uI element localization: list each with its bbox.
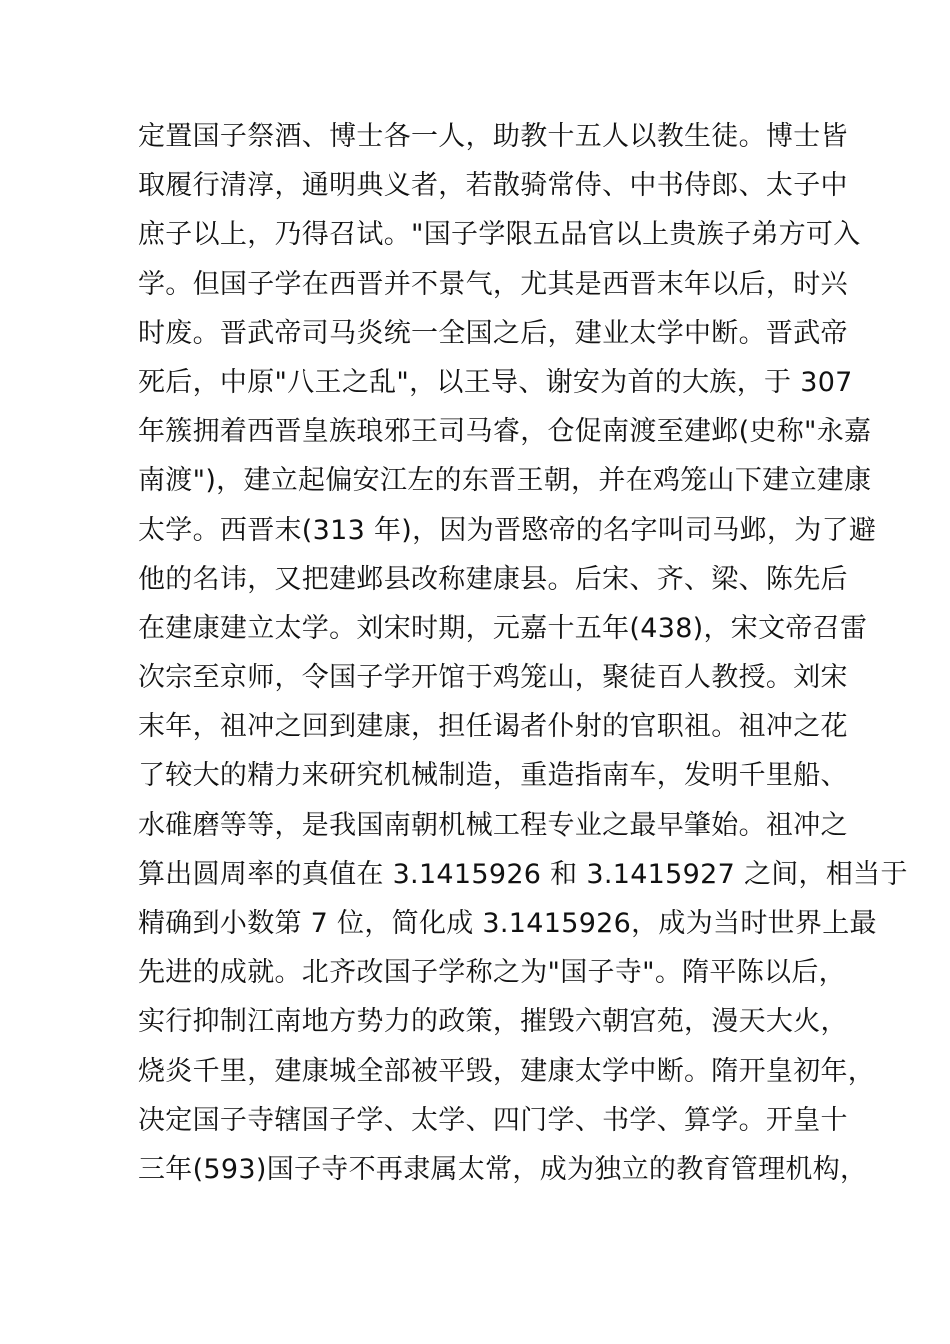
text-line: 算出圆周率的真值在 3.1415926 和 3.1415927 之间，相当于 xyxy=(138,858,908,890)
text-line: 实行抑制江南地方势力的政策，摧毁六朝宫苑，漫天大火， xyxy=(138,1006,848,1038)
text-line: 学。但国子学在西晋并不景气，尤其是西晋末年以后，时兴 xyxy=(138,268,848,300)
text-line: 次宗至京师，令国子学开馆于鸡笼山，聚徒百人教授。刘宋 xyxy=(138,662,848,694)
text-line: 时废。晋武帝司马炎统一全国之后，建业太学中断。晋武帝 xyxy=(138,317,848,349)
text-line: 年簇拥着西晋皇族琅邪王司马睿，仓促南渡至建邺(史称"永嘉 xyxy=(138,416,872,448)
text-line: 死后，中原"八王之乱"，以王导、谢安为首的大族，于 307 xyxy=(138,366,853,398)
text-line: 在建康建立太学。刘宋时期，元嘉十五年(438)，宋文帝召雷 xyxy=(138,612,868,644)
text-line: 了较大的精力来研究机械制造，重造指南车，发明千里船、 xyxy=(138,760,848,792)
text-line: 精确到小数第 7 位，简化成 3.1415926，成为当时世界上最 xyxy=(138,908,877,939)
text-line: 三年(593)国子寺不再隶属太常，成为独立的教育管理机构， xyxy=(138,1153,868,1185)
body-text xyxy=(138,112,908,1194)
text-line: 太学。西晋末(313 年)，因为晋愍帝的名字叫司马邺，为了避 xyxy=(138,514,877,546)
text-line: 烧炎千里，建康城全部被平毁，建康太学中断。隋开皇初年， xyxy=(138,1055,876,1087)
text-line: 庶子以上，乃得召试。"国子学限五品官以上贵族子弟方可入 xyxy=(138,219,861,251)
text-line: 末年，祖冲之回到建康，担任谒者仆射的官职祖。祖冲之花 xyxy=(138,711,848,743)
text-line: 他的名讳，又把建邺县改称建康县。后宋、齐、梁、陈先后 xyxy=(138,563,848,595)
text-line: 先进的成就。北齐改国子学称之为"国子寺"。隋平陈以后， xyxy=(138,957,846,989)
text-line: 取履行清淳，通明典义者，若散骑常侍、中书侍郎、太子中 xyxy=(138,170,848,202)
text-line: 定置国子祭酒、博士各一人，助教十五人以教生徒。博士皆 xyxy=(138,121,848,152)
text-line: 决定国子寺辖国子学、太学、四门学、书学、算学。开皇十 xyxy=(138,1104,848,1136)
text-line: 南渡")，建立起偏安江左的东晋王朝，并在鸡笼山下建立建康 xyxy=(138,465,872,497)
text-line: 水碓磨等等，是我国南朝机械工程专业之最早肇始。祖冲之 xyxy=(138,809,848,841)
